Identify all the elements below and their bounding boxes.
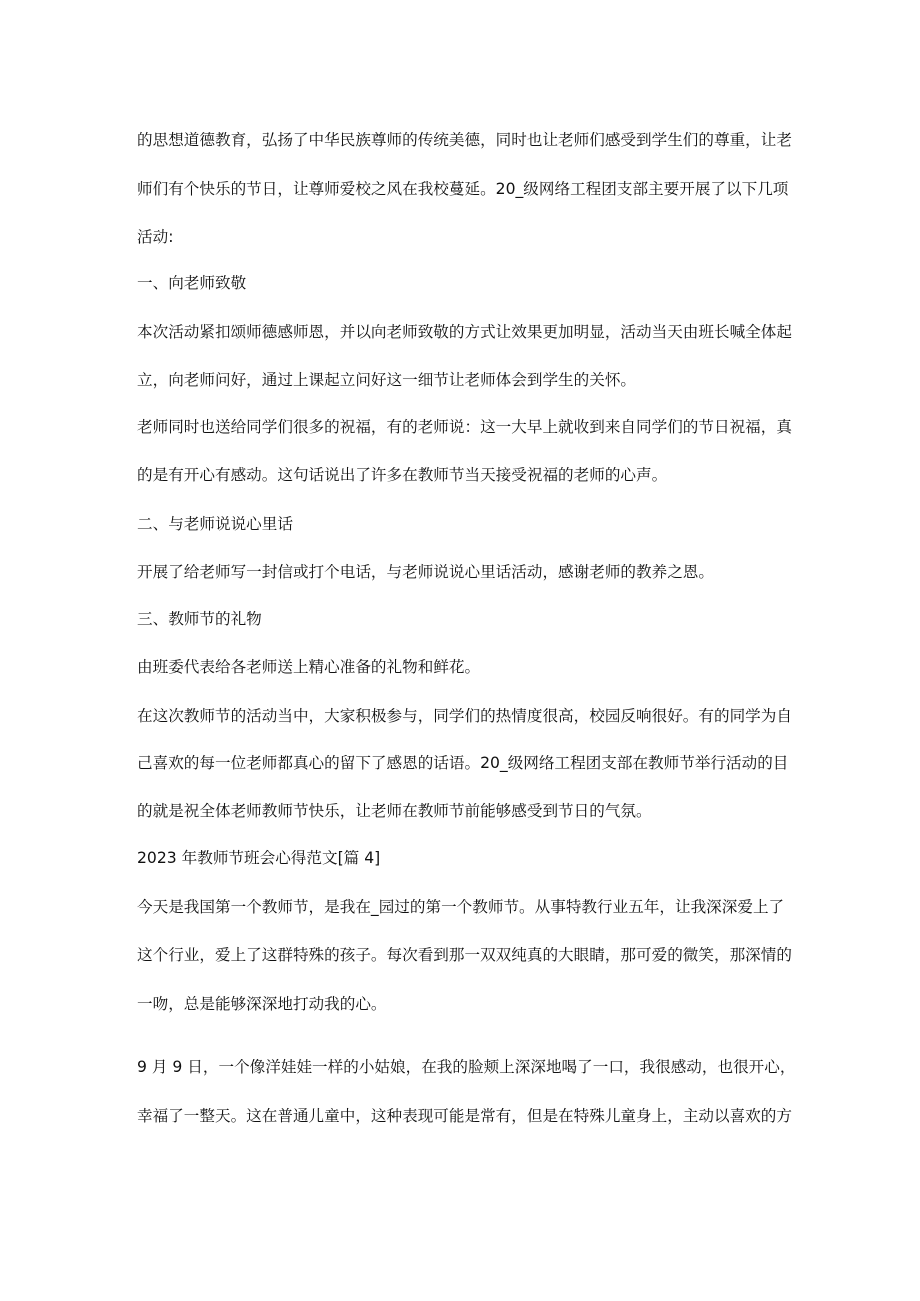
paragraph-line: 立，向老师问好，通过上课起立问好这一细节让老师体会到学生的关怀。 [137, 371, 637, 389]
paragraph-line: 己喜欢的每一位老师都真心的留下了感恩的话语。20_级网络工程团支部在教师节举行活动的目 [137, 754, 789, 772]
paragraph-line: 师们有个快乐的节日，让尊师爱校之风在我校蔓延。20_级网络工程团支部主要开展了以下几项 [137, 180, 789, 198]
section-heading: 三、教师节的礼物 [137, 610, 262, 628]
section-heading: 一、向老师致敬 [137, 274, 247, 292]
paragraph-line: 的是有开心有感动。这句话说出了许多在教师节当天接受祝福的老师的心声。 [137, 466, 668, 484]
paragraph-line: 幸福了一整天。这在普通儿童中，这种表现可能是常有，但是在特殊儿童身上，主动以喜欢的方 [137, 1107, 792, 1125]
paragraph-line: 的就是祝全体老师教师节快乐，让老师在教师节前能够感受到节日的气氛。 [137, 802, 652, 820]
paragraph-line: 本次活动紧扣颂师德感师恩，并以向老师致敬的方式让效果更加明显，活动当天由班长喊全体起 [137, 323, 792, 341]
section-heading: 二、与老师说说心里话 [137, 515, 293, 533]
paragraph-line: 9 月 9 日，一个像洋娃娃一样的小姑娘，在我的脸颊上深深地喝了一口，我很感动，也很开心， [137, 1058, 796, 1076]
paragraph-line: 这个行业，爱上了这群特殊的孩子。每次看到那一双双纯真的大眼睛，那可爱的微笑，那深情的 [137, 946, 792, 964]
article-title: 2023 年教师节班会心得范文[篇 4] [137, 849, 381, 867]
paragraph-line: 老师同时也送给同学们很多的祝福，有的老师说：这一大早上就收到来自同学们的节日祝福，真 [137, 418, 792, 436]
paragraph-line: 一吻，总是能够深深地打动我的心。 [137, 995, 387, 1013]
paragraph-line: 的思想道德教育，弘扬了中华民族尊师的传统美德，同时也让老师们感受到学生们的尊重，让老 [137, 131, 792, 149]
paragraph-line: 开展了给老师写一封信或打个电话，与老师说说心里话活动，感谢老师的教养之恩。 [137, 563, 714, 581]
paragraph-line: 在这次教师节的活动当中，大家积极参与，同学们的热情度很高，校园反响很好。有的同学为自 [137, 707, 792, 725]
paragraph-line: 今天是我国第一个教师节，是我在_园过的第一个教师节。从事特教行业五年，让我深深爱上了 [137, 898, 785, 916]
paragraph-line: 由班委代表给各老师送上精心准备的礼物和鲜花。 [137, 658, 481, 676]
paragraph-line: 活动: [137, 228, 174, 246]
